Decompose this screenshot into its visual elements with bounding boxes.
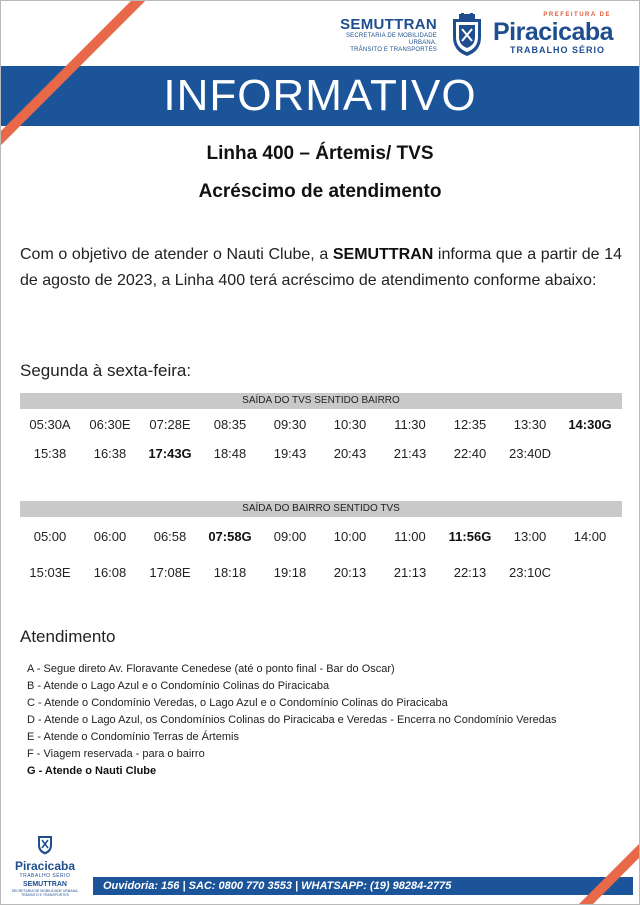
time-cell-nauti: 11:56G (448, 529, 492, 544)
semuttran-sub-2: TRÂNSITO E TRANSPORTES (350, 47, 437, 53)
time-cell: 10:30 (333, 417, 367, 432)
time-cell: 19:18 (273, 565, 307, 580)
time-cell-nauti: 07:58G (208, 529, 252, 544)
time-cell: 16:08 (93, 565, 127, 580)
time-cell: 13:00 (513, 529, 547, 544)
atendimento-legend (27, 661, 627, 780)
table-2-row-2 (20, 563, 622, 583)
corner-stripe-overlay (1, 1, 161, 161)
time-cell: 22:40 (453, 446, 487, 461)
semuttran-title: SEMUTTRAN (340, 16, 437, 33)
time-cell-nauti: 17:43G (148, 446, 192, 461)
intro-text-2: informa que a partir de 14 de agosto de 2023, a Linha 400 terá acréscimo de atendimento conforme abaixo: (20, 246, 622, 289)
time-cell: 23:40D (509, 446, 551, 461)
time-cell: 21:13 (393, 565, 427, 580)
time-cell: 21:43 (393, 446, 427, 461)
time-cell: 06:30E (89, 417, 131, 432)
time-cell: 23:10C (509, 565, 551, 580)
time-cell: 11:00 (394, 529, 426, 544)
footer-semuttran-sub: SECRETARIA DE MOBILIDADE URBANA, TRÂNSITO E TRANSPORTES (11, 889, 79, 897)
time-cell: 17:08E (149, 565, 191, 580)
time-cell: 12:35 (453, 417, 487, 432)
time-cell: 09:30 (273, 417, 307, 432)
city-crest-icon (449, 13, 485, 57)
footer-semuttran: SEMUTTRAN (23, 881, 67, 888)
time-cell: 05:30A (29, 417, 71, 432)
table-1-row-2 (20, 444, 622, 464)
table-1-row-1 (20, 415, 622, 435)
time-cell: 06:00 (93, 529, 127, 544)
time-cell: 15:03E (29, 565, 71, 580)
time-cell: 09:00 (273, 529, 307, 544)
time-cell: 10:00 (333, 529, 367, 544)
legend-item-f: F - Viagem reservada - para o bairro (27, 748, 205, 760)
table-2-header: SAÍDA DO BAIRRO SENTIDO TVS (20, 501, 622, 517)
table-1-header: SAÍDA DO TVS SENTIDO BAIRRO (20, 393, 622, 409)
intro-text-1: Com o objetivo de atender o Nauti Clube, a (20, 246, 333, 263)
legend-item-d: D - Atende o Lago Azul, os Condomínios Colinas do Piracicaba e Veredas - Encerra no Condomínio Veredas (27, 714, 557, 726)
time-cell: 14:00 (573, 529, 607, 544)
legend-item-c: C - Atende o Condomínio Veredas, o Lago Azul e o Condomínio Colinas do Piracicaba (27, 697, 448, 709)
footer-logo (11, 833, 79, 897)
time-cell: 19:43 (273, 446, 307, 461)
weekday-heading: Segunda à sexta-feira: (20, 361, 192, 380)
intro-paragraph (20, 242, 622, 294)
footer-crest-icon (36, 833, 54, 855)
table-2-row-1 (20, 527, 622, 547)
time-cell-nauti: 14:30G (568, 417, 612, 432)
city-name: Piracicaba (493, 18, 614, 46)
time-cell: 22:13 (453, 565, 487, 580)
banner-title: INFORMATIVO (163, 71, 477, 120)
time-cell: 13:30 (513, 417, 547, 432)
corner-stripe-bottom-right (539, 804, 639, 904)
legend-item-e: E - Atende o Condomínio Terras de Ártemis (27, 731, 239, 743)
prefeitura-logo (493, 11, 617, 56)
atendimento-heading: Atendimento (20, 627, 116, 646)
footer-contact-bar: Ouvidoria: 156 | SAC: 0800 770 3553 | WHATSAPP: (19) 98284-2775 (93, 877, 633, 895)
footer-city-name: Piracicaba (14, 859, 76, 873)
time-cell: 05:00 (33, 529, 67, 544)
legend-item-g: G - Atende o Nauti Clube (27, 765, 157, 777)
time-cell: 08:35 (213, 417, 247, 432)
time-cell: 18:48 (213, 446, 247, 461)
legend-item-b: B - Atende o Lago Azul e o Condomínio Colinas do Piracicaba (27, 680, 330, 692)
city-tagline: TRABALHO SÉRIO (510, 45, 605, 55)
prefeitura-label: PREFEITURA DE (543, 12, 611, 18)
semuttran-sub-1: SECRETARIA DE MOBILIDADE URBANA, (345, 33, 437, 46)
service-subtitle: Acréscimo de atendimento (198, 181, 442, 202)
footer-city-tagline: TRABALHO SÉRIO (19, 873, 71, 879)
legend-item-a: A - Segue direto Av. Floravante Cenedese (até o ponto final - Bar do Oscar) (27, 663, 395, 675)
time-cell: 15:38 (33, 446, 67, 461)
time-cell: 11:30 (394, 417, 426, 432)
time-cell: 18:18 (213, 565, 247, 580)
intro-semuttran: SEMUTTRAN (332, 246, 434, 263)
time-cell: 20:43 (333, 446, 367, 461)
semuttran-logo (319, 17, 437, 54)
time-cell: 16:38 (93, 446, 127, 461)
line-title: Linha 400 – Ártemis/ TVS (206, 143, 434, 164)
time-cell: 20:13 (333, 565, 367, 580)
time-cell: 06:58 (153, 529, 187, 544)
time-cell: 07:28E (149, 417, 191, 432)
